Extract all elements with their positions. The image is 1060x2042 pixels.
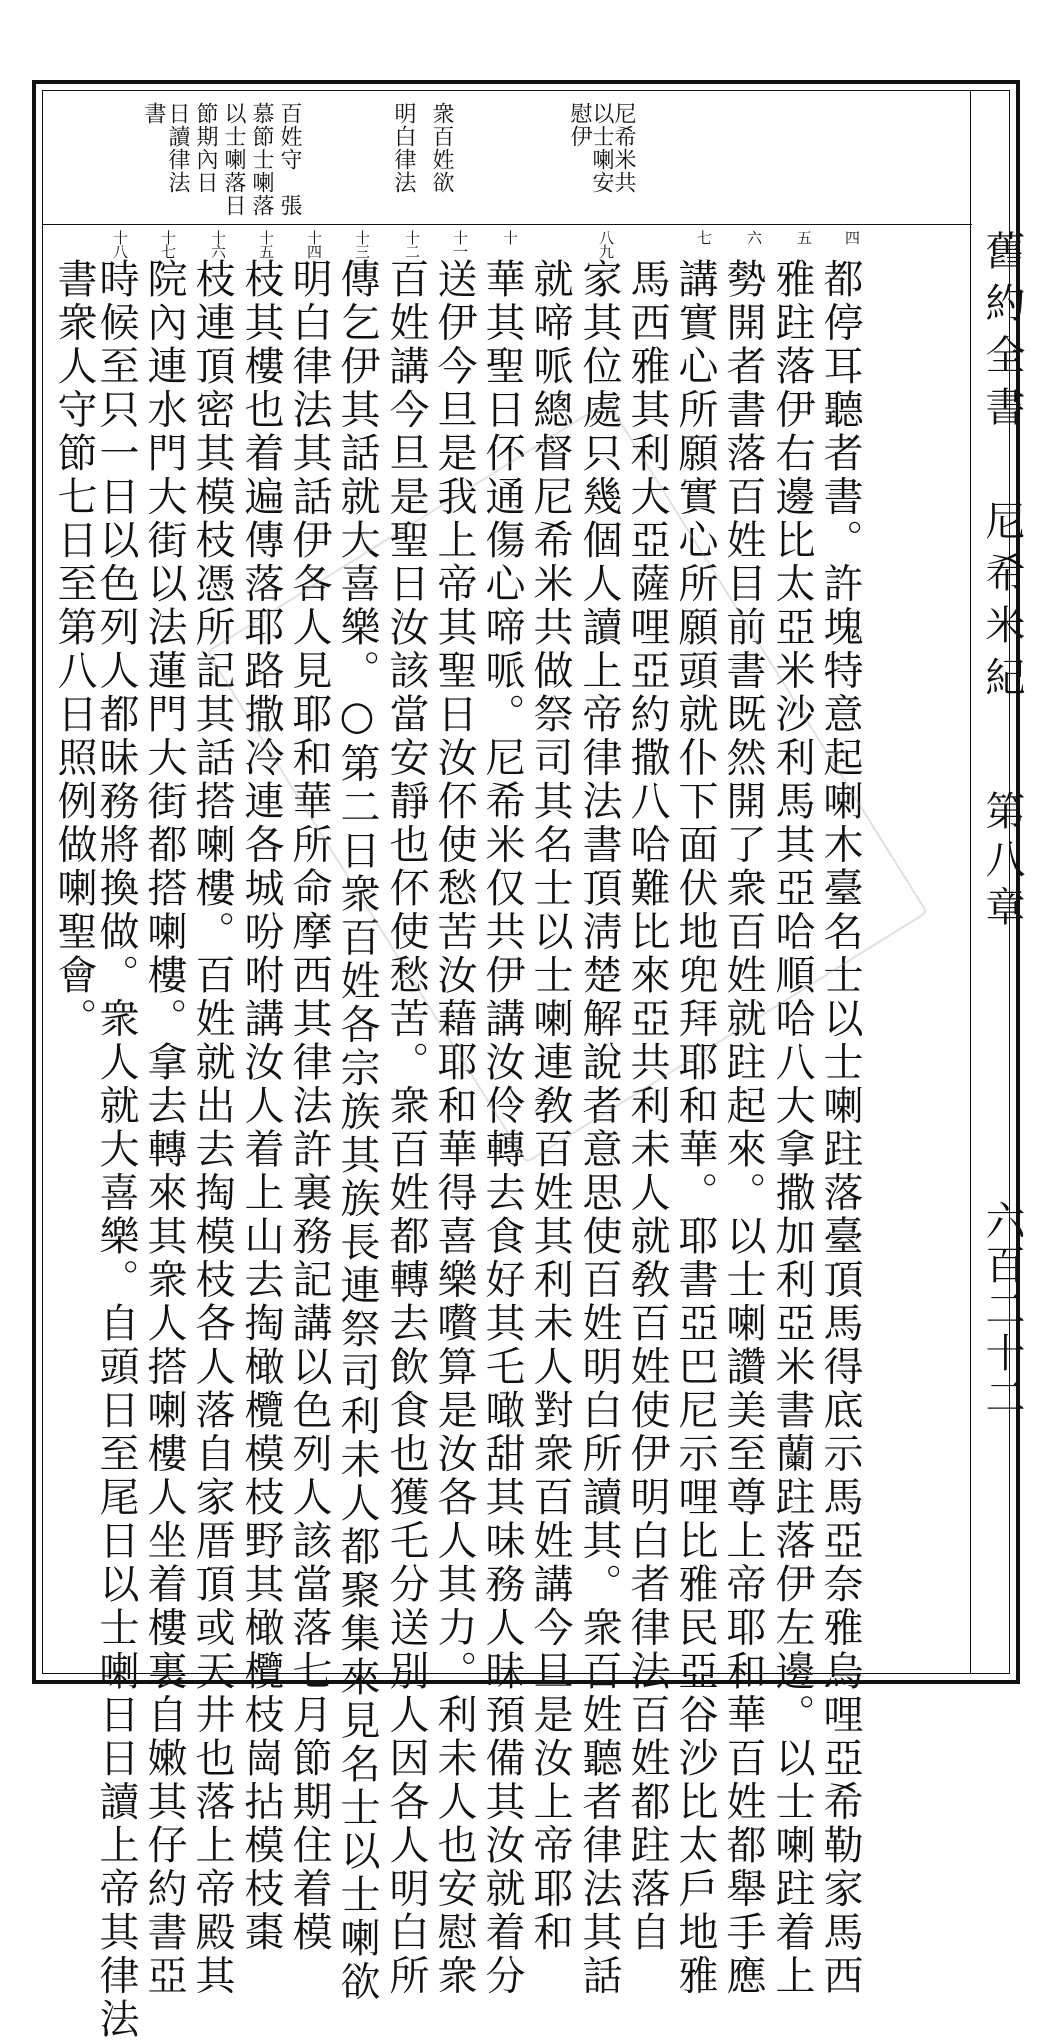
note-column: 百姓守 張 <box>277 102 302 217</box>
verse-number: 十五 <box>257 230 275 258</box>
note-column: 尼希米共 <box>611 102 636 194</box>
verse-number: 五 <box>795 230 813 244</box>
text-column: 明白律法其話伊各人見耶和華所命摩西其律法許裏務記講以色列人該當落七月節期住着模 <box>286 258 332 1955</box>
verse-number: 十八 <box>111 230 129 258</box>
text-column: 講實心所願實心所願頭就仆下面伏地兜拜耶和華。耶書亞巴尼示哩比雅民亞谷沙比太戶地雅 <box>672 258 718 1998</box>
note-column: 日讀律法 <box>165 102 190 194</box>
text-column: 百姓講今旦是聖日汝該當安靜也伓使愁苦。衆百姓都轉去飲食也獲乇分送別人因各人明白所 <box>383 258 429 1998</box>
page-number: 六百二十二 <box>979 1200 1025 1420</box>
text-column: 就啼哌總督尼希米共做祭司其名士以士喇連敎百姓其利未人對衆百姓講今旦是汝上帝耶和 <box>527 258 573 1955</box>
header-rule <box>42 224 972 225</box>
text-column: 枝連頂密其模枝憑所記其話搭喇樓。百姓就出去掏模枝各人落自家厝頂或天井也落上帝殿其 <box>189 258 235 1998</box>
verse-number: 八九 <box>597 230 615 258</box>
verse-number: 七 <box>695 230 713 244</box>
text-column: 院內連水門大街以法蓮門大街都搭喇樓。拿去轉來其衆人搭喇樓人坐着樓裏自嫩其仔約書亞 <box>141 258 187 1998</box>
note-column: 慕節士喇落 <box>249 102 274 217</box>
verse-number: 十一 <box>451 230 469 258</box>
note-column: 書 <box>141 102 166 125</box>
note-column: 以士喇安 <box>589 102 614 194</box>
text-column: 家其位處只幾個人讀上帝律法書頂淸楚解說者意思使百姓明白所讀其。衆百姓聽者律法其話 <box>576 258 622 1998</box>
note-column: 衆百姓欲 <box>429 102 454 194</box>
verse-number: 六 <box>745 230 763 244</box>
text-column: 勢開者書落百姓目前書既然開了衆百姓就跓起來。以士喇讚美至尊上帝耶和華百姓都舉手應 <box>720 258 766 1998</box>
verse-number: 十三 <box>353 230 371 258</box>
verse-number: 十六 <box>209 230 227 258</box>
text-column: 時候至只一日以色列人都昧務將換做。衆人就大喜樂。自頭日至尾日以士喇日日讀上帝其律法 <box>93 258 139 2042</box>
verse-number: 十 <box>501 230 519 244</box>
verse-number: 四 <box>843 230 861 244</box>
text-column: 枝其樓也着遍傳落耶路撒冷連各城吩咐講汝人着上山去掏橄欖模枝野其橄欖枝崗拈模枝棗 <box>238 258 284 1955</box>
title-band-rule <box>970 90 971 1674</box>
text-column: 書衆人守節七日至第八日照例做喇聖會。 <box>51 258 97 1041</box>
chapter-title: 第八章 <box>979 790 1025 934</box>
text-column: 都停耳聽者書。許塊特意起喇木臺名士以士喇跓落臺頂馬得底示馬亞奈雅烏哩亞希勒家馬西 <box>817 258 863 1998</box>
verse-number: 十二 <box>403 230 421 258</box>
text-column: 送伊今旦是我上帝其聖日汝伓使愁苦汝藉耶和華得喜樂嚽算是汝各人其力。利未人也安慰衆 <box>431 258 477 1998</box>
note-column: 慰伊 <box>567 102 592 148</box>
text-column: 馬西雅其利大亞薩哩亞約撒八哈難比來亞共利未人就敎百姓使伊明白者律法百姓都跓落自 <box>624 258 670 1955</box>
book-title: 舊約全書 <box>979 230 1025 438</box>
text-column: 華其聖日伓通傷心啼哌。尼希米仅共伊講汝伶轉去食好其乇噉甜其味務人昧預備其汝就着分 <box>479 258 525 1998</box>
verse-number: 十四 <box>305 230 323 258</box>
note-column: 明白律法 <box>391 102 416 194</box>
note-column: 以士喇落日 <box>221 102 246 217</box>
verse-number: 十七 <box>159 230 177 258</box>
text-column: 雅跓落伊右邊比太亞米沙利馬其亞哈順哈八大拿撒加利亞米書蘭跓落伊左邊。以士喇跓着上 <box>769 258 815 1998</box>
note-column: 節期內日 <box>193 102 218 194</box>
text-column: 傳乞伊其話就大喜樂。○第二日衆百姓各宗族其族長連祭司利未人都聚集來見名士以士喇欲 <box>334 258 380 2004</box>
chapter-book-name: 尼希米紀 <box>979 500 1025 708</box>
